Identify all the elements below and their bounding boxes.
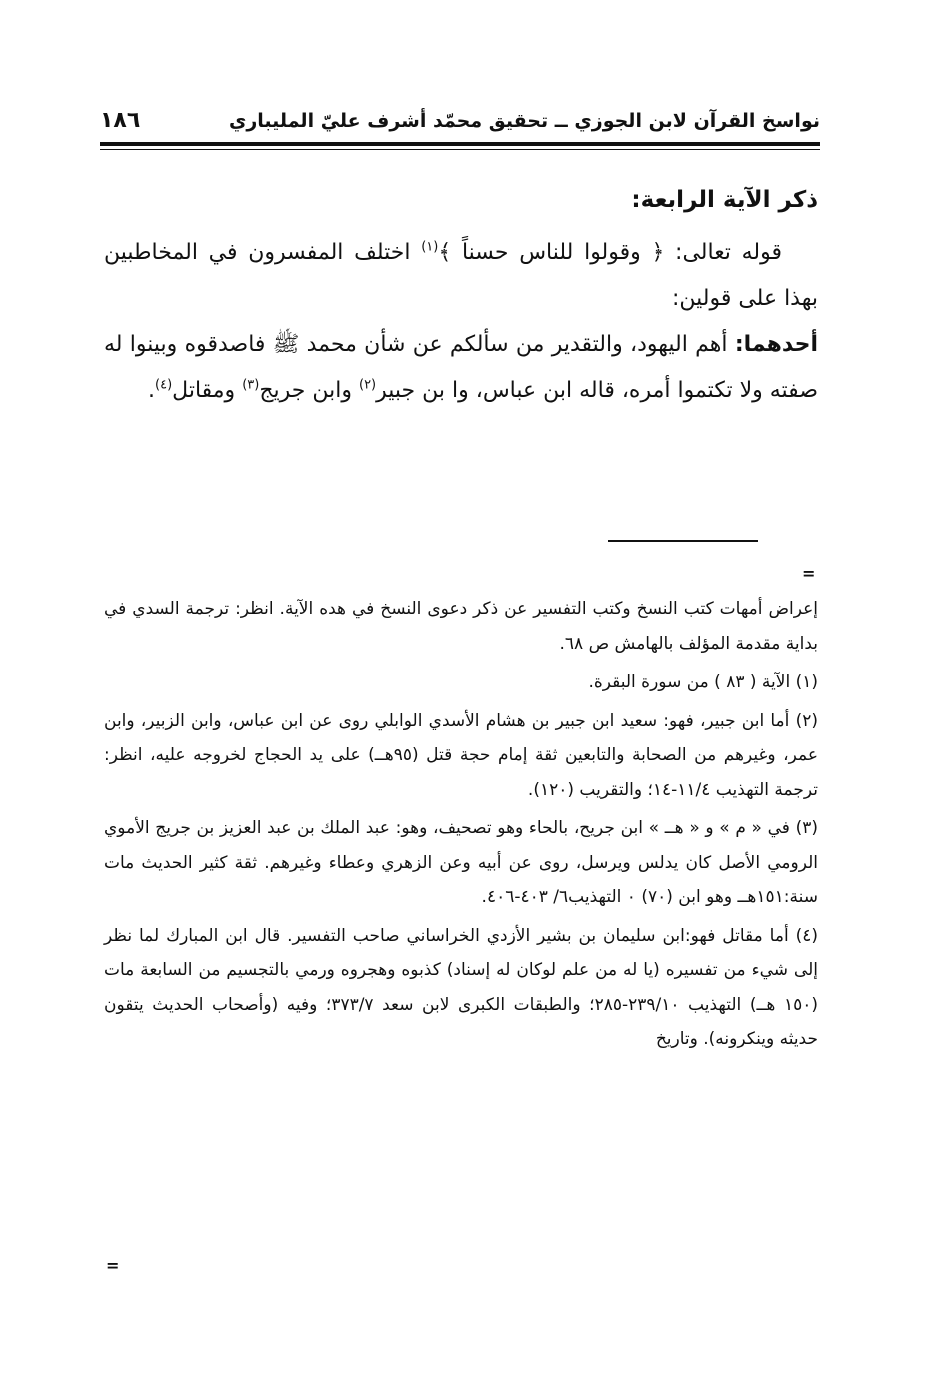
- verse-commentary: اختلف المفسرون في المخاطبين بهذا على قولين:: [104, 240, 818, 311]
- footnote-3: (٣) في « م » و « هــ » ابن جريح، بالحاء وهو تصحيف، وهو: عبد الملك بن عبد العزيز بن جريج الأموي الرومي الأصل كان يدلس ويرسل، روى عن أبيه وعن الزهري وعطاء وغيرهم. ثقة كثير الحديث مات سنة:١٥١هــ وهو ابن (٧٠) ٠ التهذيب٦/ ٤٠٣-٤٠٦.: [104, 818, 818, 907]
- first-opinion-text-3: ومقاتل: [172, 378, 243, 403]
- footnote-separator: [608, 540, 758, 542]
- first-opinion-text: أهم اليهود، والتقدير من سألكم عن شأن محمد ﷺ فاصدقوه وبينوا له صفته ولا تكتموا أمره، قاله ابن عباس، وا بن جبير: [104, 332, 818, 403]
- main-text: [104, 180, 818, 414]
- page-number: ١٨٦: [100, 108, 141, 133]
- footnote-2: (٢) أما ابن جبير، فهو: سعيد ابن جبير بن هشام الأسدي الوابلي روى عن ابن عباس، وابن الزبير، وابن عمر، وغيرهم من الصحابة والتابعين ثقة إمام حجة قتل (٩٥هــ) على يد الحجاج لخروجه عليه، انظر: ترجمة التهذيب ١١/٤-١٤؛ والتقريب (١٢٠).: [104, 710, 818, 800]
- footnote-ref-4: (٤): [155, 377, 173, 393]
- footnote-1: (١) الآية ( ٨٣ ) من سورة البقرة.: [588, 672, 818, 692]
- header-rule-thin: [100, 149, 820, 150]
- paragraph-verse: [104, 230, 818, 322]
- footnote-continuation: إعراض أمهات كتب النسخ وكتب التفسير عن ذكر دعوى النسخ في هده الآية. انظر: ترجمة السدي في بداية مقدمة المؤلف بالهامش ص ٦٨.: [104, 599, 818, 654]
- header-rule-thick: [100, 142, 820, 146]
- footnotes: [104, 592, 818, 1061]
- first-opinion-lead: أحدهما:: [734, 332, 818, 357]
- paragraph-first-opinion: [104, 322, 818, 414]
- footnote-ref-3: (٣): [242, 377, 260, 393]
- running-header: [100, 106, 820, 140]
- section-heading: ذكر الآية الرابعة:: [631, 187, 818, 213]
- footnote-ref-2: (٢): [358, 377, 377, 393]
- continuation-mark-top: =: [802, 564, 816, 583]
- first-opinion-end: .: [148, 378, 156, 403]
- header-title: نواسخ القرآن لابن الجوزي ــ تحقيق محمّد أشرف عليّ المليباري: [228, 110, 820, 132]
- continuation-mark-bottom: =: [106, 1256, 120, 1275]
- footnote-ref-1: (١): [421, 239, 439, 255]
- footnote-4: (٤) أما مقاتل فهو:ابن سليمان بن بشير الأزدي الخراساني صاحب التفسير. قال ابن المبارك لما نظر إلى شيء من تفسيره (يا له من علم لوكان له إسناد) كذبوه وهجروه ورمي بالتجسيم من السابعة مات (١٥٠ هــ) التهذيب ٢٣٩/١٠-٢٨٥؛ والطبقات الكبرى لابن سعد ٣٧٣/٧؛ وفيه (وأصحاب الحديث يتقون حديثه وينكرونه). وتاريخ: [104, 925, 818, 1049]
- first-opinion-text-2: وابن جريج: [259, 378, 359, 403]
- verse-intro: قوله تعالى: ﴿ وقولوا للناس حسناً ﴾: [438, 240, 782, 265]
